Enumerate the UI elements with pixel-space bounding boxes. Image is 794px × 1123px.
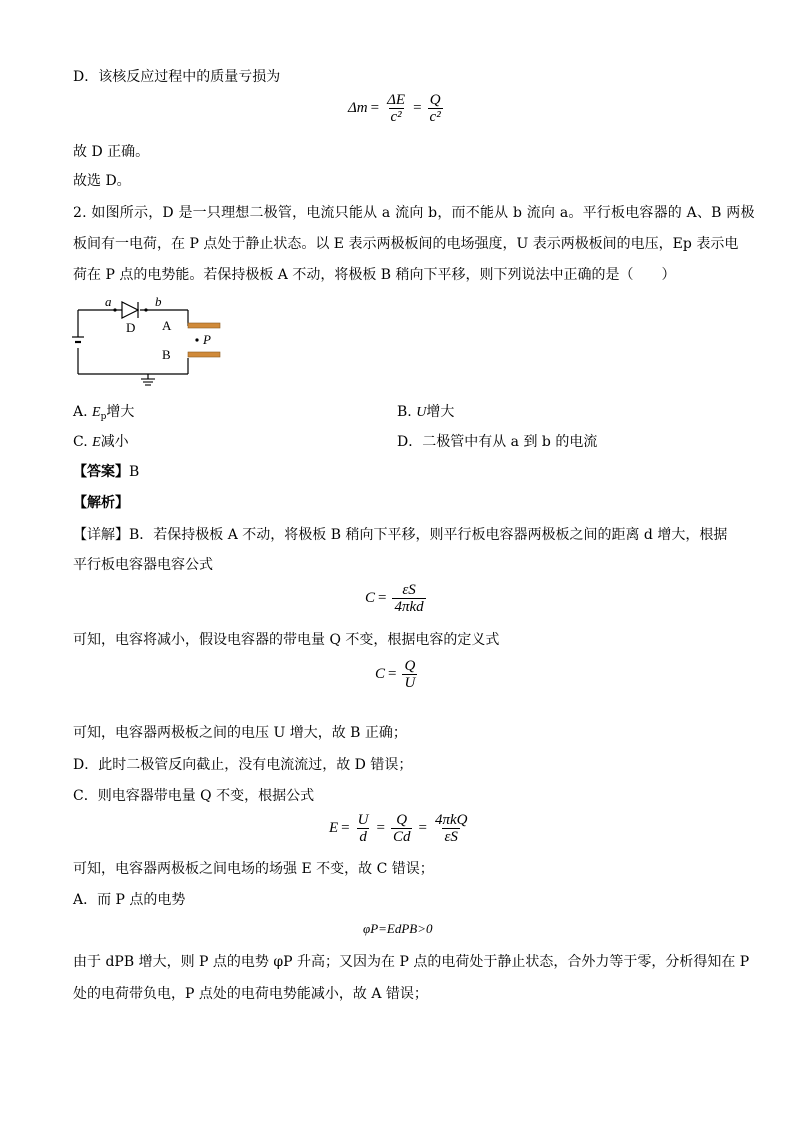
battery-symbol [72,337,84,342]
option-b [397,401,454,421]
numerator: ΔE [387,92,406,108]
plate-b [188,352,220,357]
numerator: Q [404,658,416,674]
analysis-label: 【解析】 [73,495,129,511]
numerator: U [357,812,369,828]
fraction [392,582,425,615]
explain-line-9: 由于 dPB 增大，则 P 点的电势 φP 升高；又因为在 P 点的电荷处于静止状态，合外力等于零，分析得知在 P [73,954,750,970]
diode-symbol [122,302,138,318]
capacitance-definition-formula [375,658,420,691]
denominator: Cd [392,829,411,845]
plate-a [188,323,220,328]
point-p-dot [195,338,198,341]
numerator: 4πkQ [434,812,468,828]
equals-sign: = [376,820,385,836]
formula-lhs: C [365,590,376,606]
label-a: a [105,294,112,309]
option-b-symbol: U [416,405,427,420]
fraction [433,812,470,845]
circuit-diagram [70,292,230,388]
equals-sign: = [378,590,387,606]
equals-sign: = [370,100,380,116]
answer-label: 【答案】 [73,464,129,480]
potential-formula [363,921,433,937]
ground-symbol [141,379,155,385]
label-diode: D [126,320,136,335]
fraction [402,658,417,691]
formula-lhs: Δm [348,100,368,116]
numerator: Q [429,92,441,108]
option-c [73,431,129,451]
option-c-text: 减小 [100,434,129,450]
formula-lhs: C [375,666,386,682]
denominator: εS [444,829,458,845]
explain-line-1: 【详解】B．若保持极板 A 不动，将极板 B 稍向下平移，则平行板电容器两极板之间的距离 d 增大，根据 [73,527,728,543]
d-statement: D．该核反应过程中的质量亏损为 [73,69,281,85]
denominator: c² [429,109,441,125]
denominator: c² [390,109,402,125]
label-plate-a: A [162,318,172,333]
denominator: d [359,829,367,845]
option-a-letter: A. [73,404,88,420]
option-a-text: 增大 [106,404,135,420]
explain-line-2: 平行板电容器电容公式 [73,557,213,573]
fraction [391,812,413,845]
answer-line [73,463,139,481]
question-2-line-1: 2. 如图所示，D 是一只理想二极管，电流只能从 a 流向 b，而不能从 b 流向 a。平行板电容器的 A、B 两极 [73,205,755,221]
explain-line-5: D．此时二极管反向截止，没有电流流过，故 D 错误； [73,757,413,773]
denominator: 4πkd [394,599,424,615]
option-b-letter: B. [397,404,412,420]
label-b: b [155,294,162,309]
explain-line-8: A．而 P 点的电势 [73,892,186,908]
label-p: P [203,332,211,347]
option-c-letter: C. [73,434,88,450]
explain-line-10: 处的电荷带负电，P 点处的电荷电势能减小，故 A 错误； [73,986,428,1002]
potential-expression: φP=EdPB>0 [363,921,433,936]
denominator: U [404,675,416,691]
numerator: Q [396,812,408,828]
formula-lhs: E [329,820,339,836]
numerator: εS [402,582,416,598]
d-conclusion: 故 D 正确。 [73,144,150,160]
option-d: D．二极管中有从 a 到 b 的电流 [397,434,598,450]
answer-value: B [129,464,140,480]
equals-sign: = [388,666,397,682]
field-strength-formula [329,812,472,845]
option-b-text: 增大 [426,404,455,420]
option-a-symbol: E [92,405,101,420]
question-2-line-2: 板间有一电荷，在 P 点处于静止状态。以 E 表示两极板间的电场强度，U 表示两极板间的电压，Ep 表示电 [73,236,739,252]
explain-line-3: 可知，电容将减小，假设电容器的带电量 Q 不变，根据电容的定义式 [73,632,500,648]
option-a-subscript: p [100,412,107,422]
equals-sign: = [341,820,350,836]
option-a [73,401,134,422]
capacitance-formula [365,582,429,615]
equals-sign: = [413,100,422,116]
mass-defect-formula [348,92,446,125]
question-2-line-3: 荷在 P 点的电势能。若保持极板 A 不动，将极板 B 稍向下平移，则下列说法中正确的是（ ） [73,267,676,283]
explain-line-6: C．则电容器带电量 Q 不变，根据公式 [73,788,315,804]
equals-sign: = [418,820,427,836]
fraction [385,92,407,125]
explain-line-4: 可知，电容器两极板之间的电压 U 增大，故 B 正确； [73,725,407,741]
fraction [356,812,371,845]
fraction [428,92,443,125]
option-c-symbol: E [92,435,101,450]
explain-line-7: 可知，电容器两极板之间电场的场强 E 不变，故 C 错误； [73,861,434,877]
label-plate-b: B [162,347,171,362]
choose-line: 故选 D。 [73,173,131,189]
